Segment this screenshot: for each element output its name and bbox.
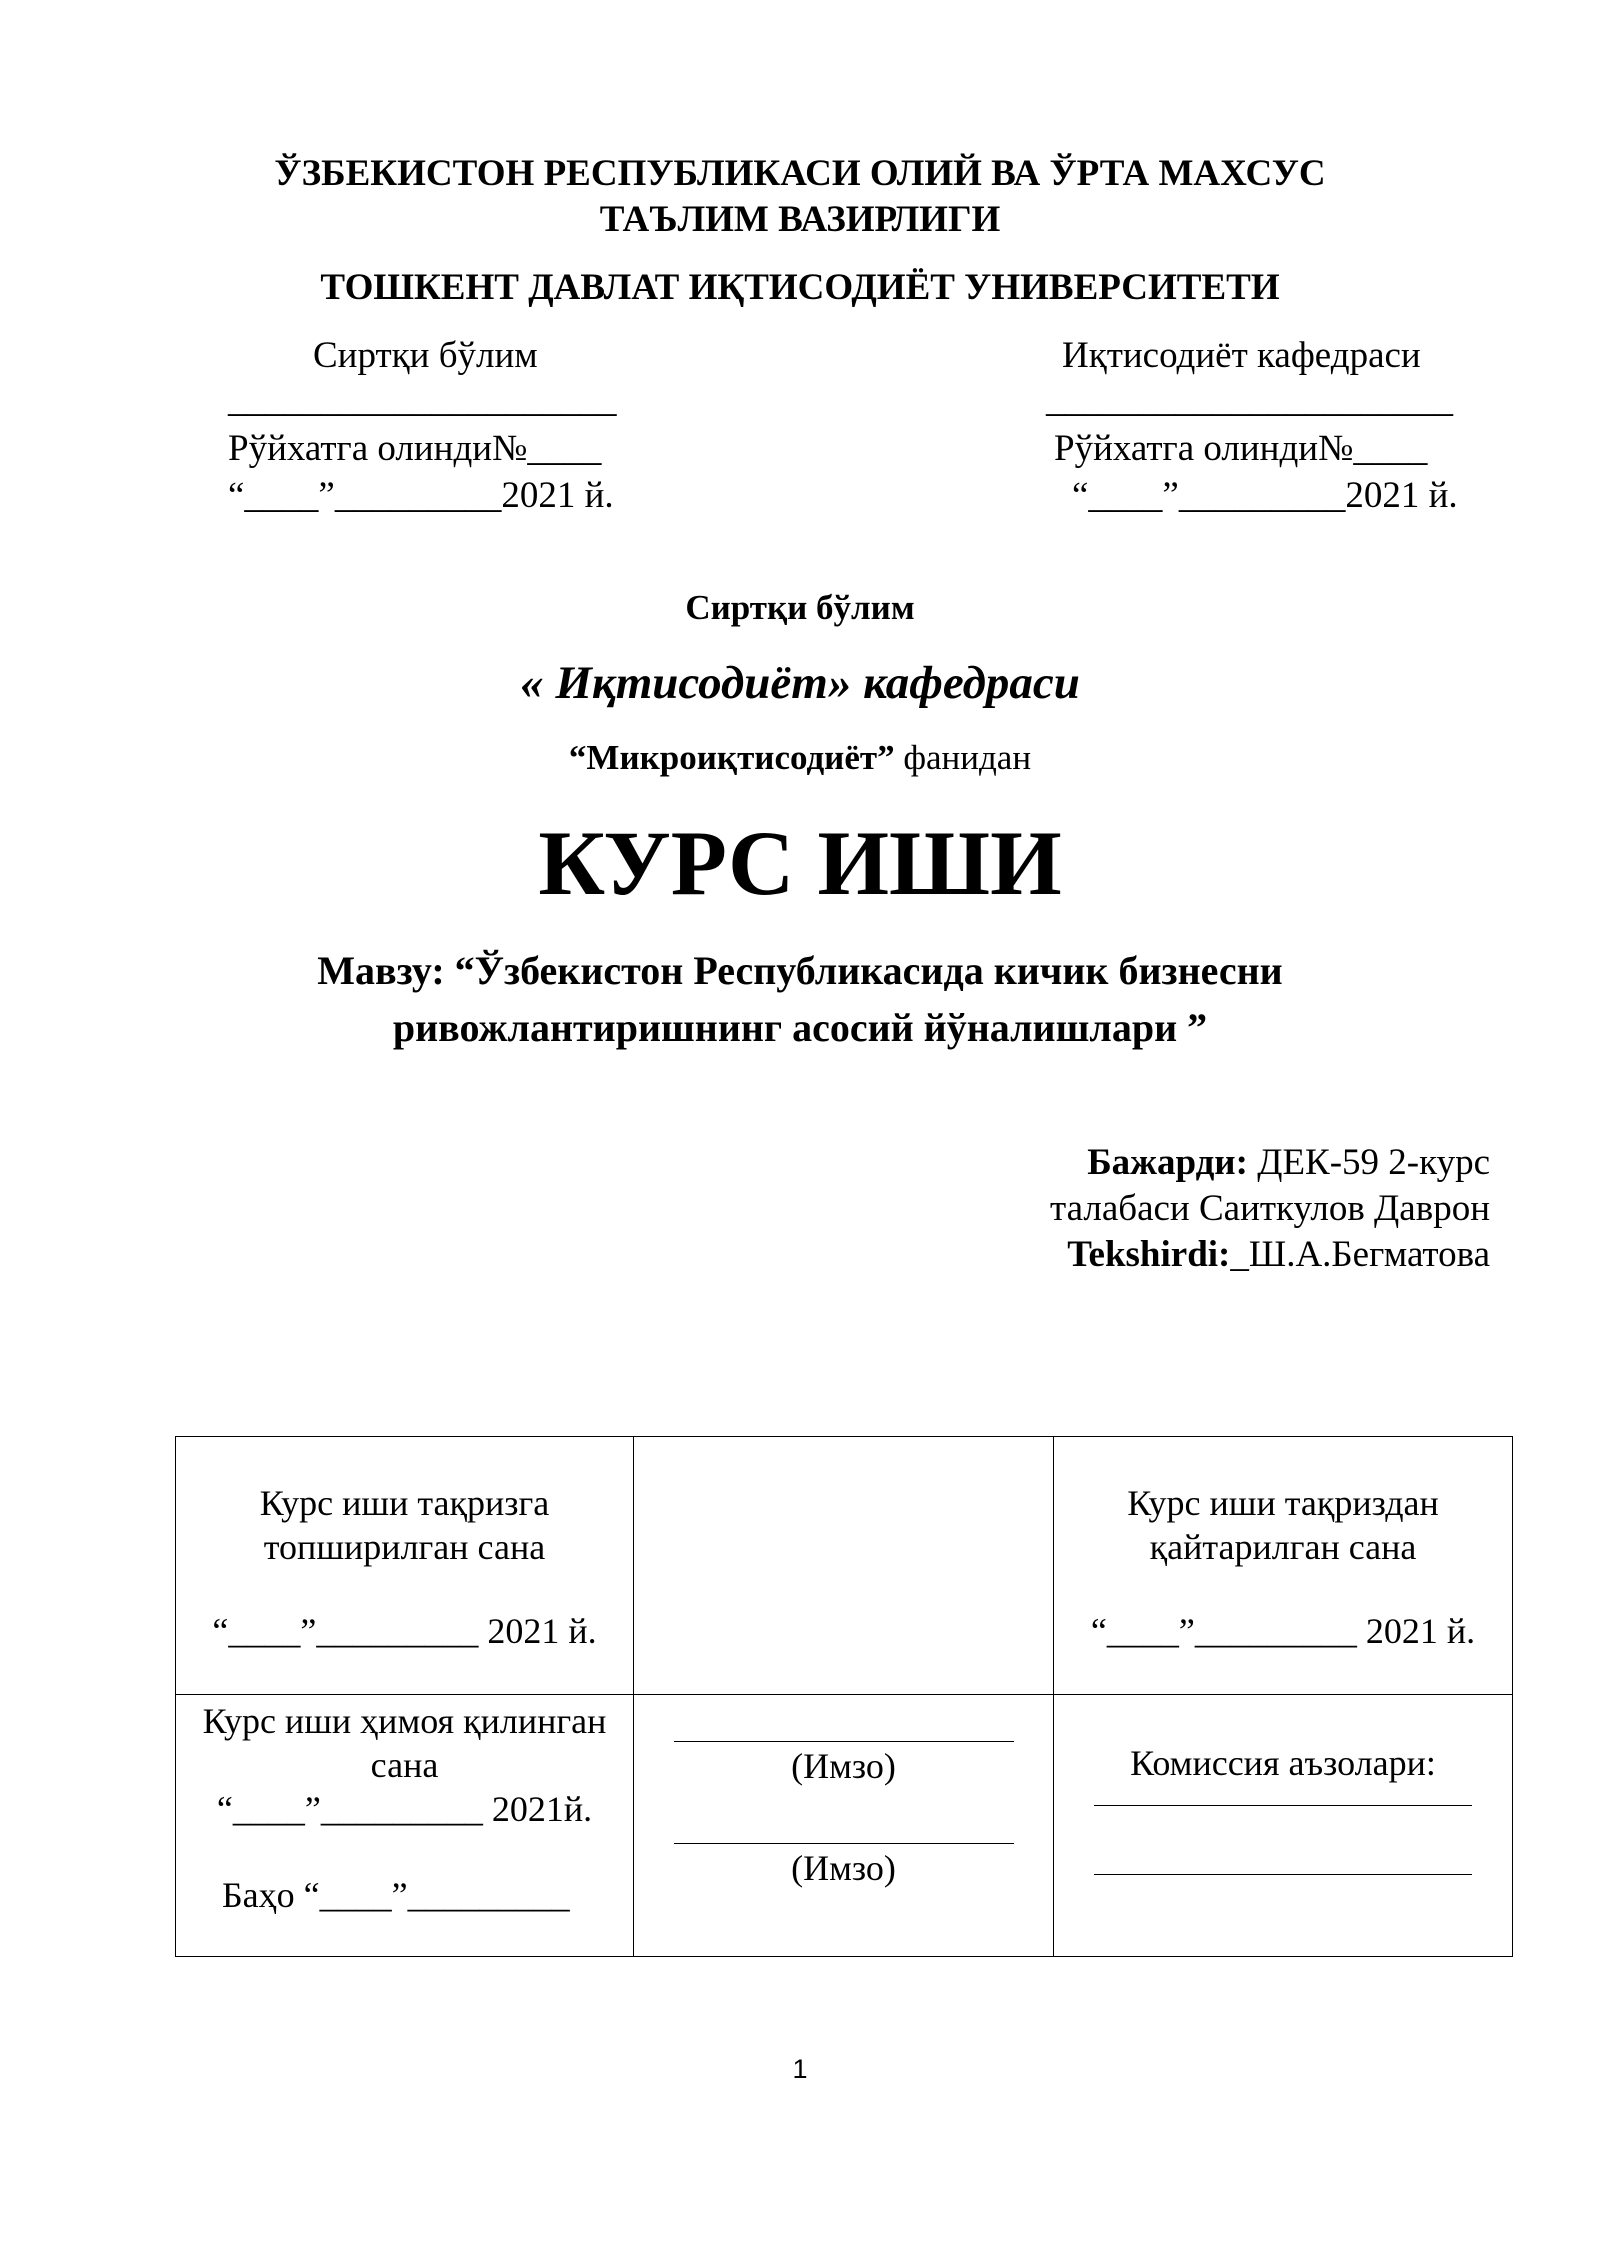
signature-label-1: (Имзо) — [791, 1746, 896, 1786]
checked-line — [1050, 1232, 1490, 1278]
returned-label-2: қайтарилган сана — [1149, 1527, 1417, 1567]
topic-line-2: ривожлантиришнинг асосий йўналишлари ” — [392, 1005, 1208, 1050]
returned-date: “____”_________ 2021 й. — [1090, 1611, 1476, 1651]
signature-label-2: (Имзо) — [791, 1848, 896, 1888]
grade-field: Баҳо “____”_________ — [222, 1875, 570, 1915]
page-number: 1 — [792, 2054, 808, 2084]
ministry-line-1: ЎЗБЕКИСТОН РЕСПУБЛИКАСИ ОЛИЙ ВА ЎРТА МАХСУС — [274, 153, 1326, 194]
author-block — [1050, 1140, 1490, 1278]
submitted-date: “____”_________ 2021 й. — [212, 1611, 597, 1651]
left-blank-line: _____________________ — [228, 379, 617, 420]
left-registration-date: “____”_________2021 й. — [228, 475, 614, 516]
faculty-label: Сиртқи бўлим — [685, 588, 915, 627]
subject-line — [0, 738, 1600, 778]
submitted-date-cell — [176, 1437, 634, 1695]
defense-date: “____”_________ 2021й. — [216, 1789, 593, 1829]
submitted-label-1: Курс иши тақризга — [259, 1483, 550, 1523]
empty-cell — [634, 1437, 1054, 1695]
review-table — [175, 1436, 1513, 1957]
returned-date-cell — [1054, 1437, 1513, 1695]
returned-label-1: Курс иши тақриздан — [1127, 1483, 1439, 1523]
right-registration-number: Рўйхатга олинди№____ — [1054, 428, 1428, 469]
defense-date-cell — [176, 1695, 634, 1957]
subject-suffix: фанидан — [894, 738, 1032, 777]
table-row — [176, 1437, 1513, 1695]
checked-label: Tekshirdi: — [1067, 1234, 1231, 1275]
commission-cell — [1054, 1695, 1513, 1957]
ministry-line-2: ТАЪЛИМ ВАЗИРЛИГИ — [599, 199, 1001, 240]
checked-value: _Ш.А.Бегматова — [1230, 1234, 1490, 1275]
document-title: КУРС ИШИ — [538, 812, 1062, 914]
chair-label: « Иқтисодиёт» кафедраси — [520, 657, 1080, 709]
student-line: талабаси Саиткулов Даврон — [1050, 1188, 1490, 1229]
left-registration-number: Рўйхатга олинди№____ — [228, 428, 602, 469]
defense-label-1: Курс иши ҳимоя қилинган — [202, 1701, 607, 1741]
done-label: Бажарди: — [1087, 1142, 1248, 1183]
university-name: ТОШКЕНТ ДАВЛАТ ИҚТИСОДИЁТ УНИВЕРСИТЕТИ — [320, 267, 1280, 308]
topic-line-1: Мавзу: “Ўзбекистон Республикасида кичик бизнесни — [317, 948, 1283, 993]
defense-label-2: сана — [370, 1745, 439, 1785]
signature-line-1 — [674, 1727, 1014, 1742]
done-line — [1050, 1140, 1490, 1186]
commission-label: Комиссия аъзолари: — [1130, 1743, 1436, 1783]
submitted-label-2: топширилган сана — [263, 1527, 546, 1567]
commission-line-2 — [1094, 1874, 1472, 1875]
signature-line-2 — [674, 1829, 1014, 1844]
right-department: Иқтисодиёт кафедраси — [1062, 335, 1421, 376]
commission-line-1 — [1094, 1785, 1472, 1806]
subject-name: “Микроиқтисодиёт” — [568, 738, 895, 777]
right-blank-line: ______________________ — [1046, 379, 1453, 420]
signature-cell — [634, 1695, 1054, 1957]
left-department: Сиртқи бўлим — [313, 335, 538, 376]
done-value: ДЕК-59 2-курс — [1247, 1142, 1490, 1183]
table-row — [176, 1695, 1513, 1957]
right-registration-date: “____”_________2021 й. — [1072, 475, 1458, 516]
